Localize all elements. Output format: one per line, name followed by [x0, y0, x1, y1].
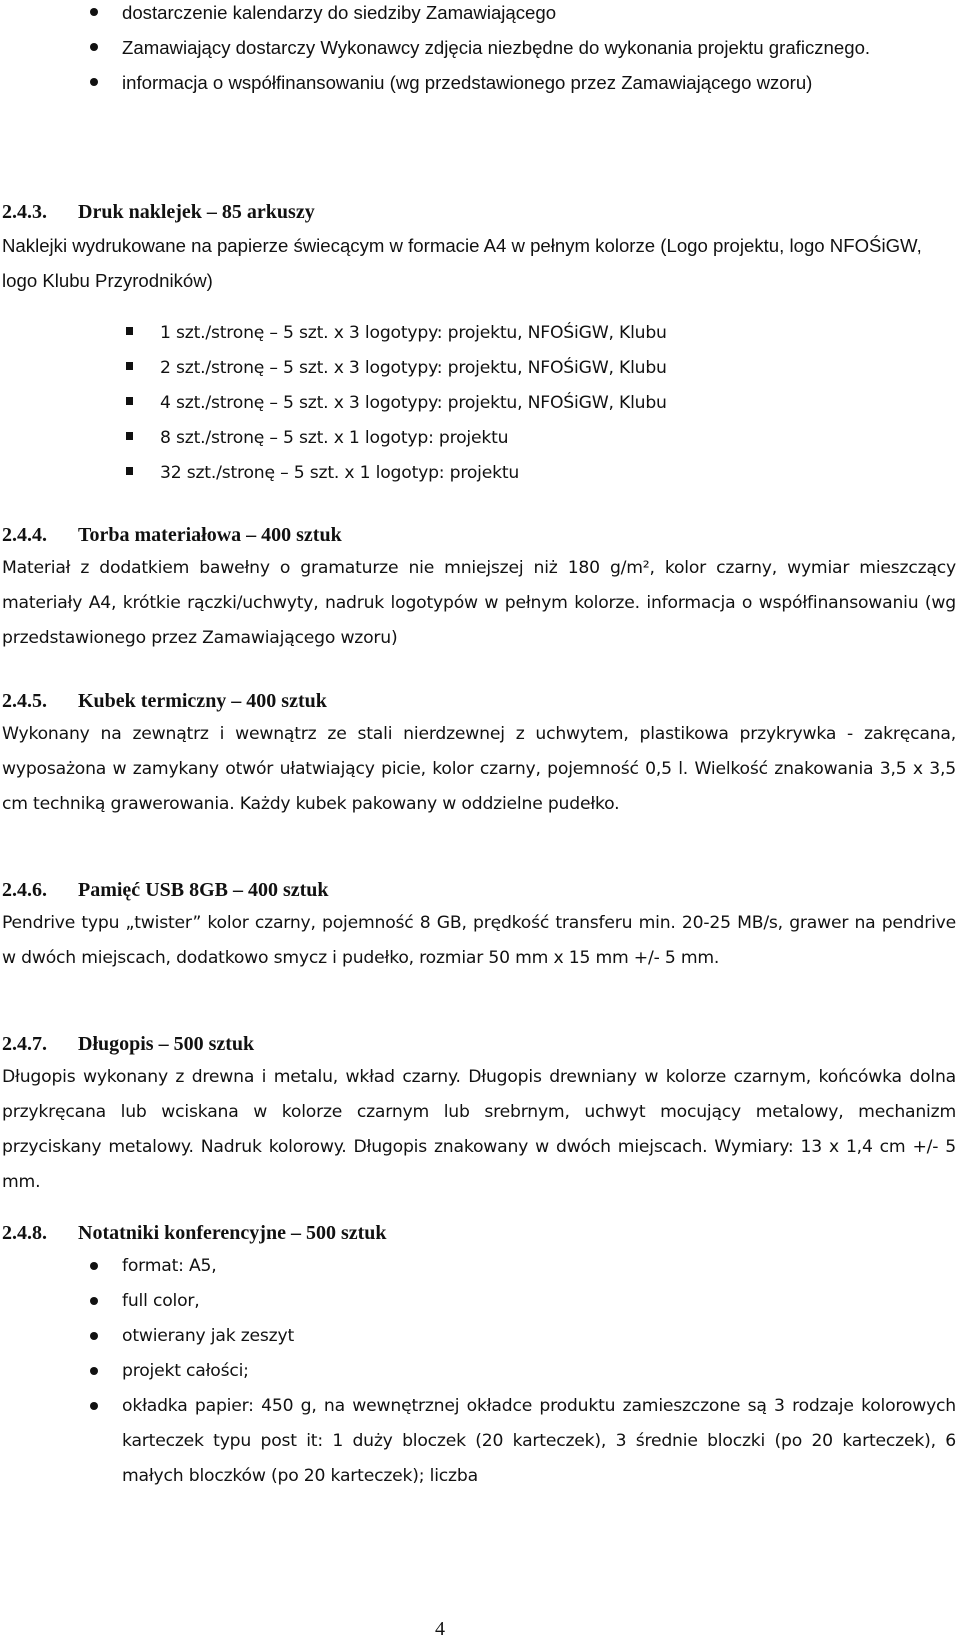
- section-number: 2.4.8.: [2, 1222, 47, 1244]
- section-title: Torba materiałowa – 400 sztuk: [78, 524, 342, 546]
- list-item: dostarczenie kalendarzy do siedziby Zamawiającego: [2, 0, 956, 30]
- list-item: format: A5,: [2, 1249, 956, 1284]
- list-item: 32 szt./stronę – 5 szt. x 1 logotyp: projektu: [2, 456, 956, 491]
- section-paragraph: Materiał z dodatkiem bawełny o gramaturze nie mniejszej niż 180 g/m², kolor czarny, wymiar mieszczący materiały A4, krótkie rączki/uchwyty, nadruk logotypów w pełnym kolorze. informacja o współfinansowaniu (wg przedstawionego przez Zamawiającego wzoru): [2, 558, 956, 648]
- section-heading-2-4-7: [2, 1027, 956, 1062]
- section-paragraph: Wykonany na zewnątrz i wewnątrz ze stali nierdzewnej z uchwytem, plastikowa przykrywka - zakręcana, wyposażona w zamykany otwór ułatwiający picie, kolor czarny, pojemność 0,5 l. Wielkość znakowania 3,5 x 3,5 cm techniką grawerowania. Każdy kubek pakowany w oddzielne pudełko.: [2, 724, 956, 814]
- section-heading-2-4-6: [2, 873, 956, 908]
- section-number: 2.4.7.: [2, 1033, 47, 1055]
- list-item: otwierany jak zeszyt: [2, 1319, 956, 1354]
- list-item: informacja o współfinansowaniu (wg przedstawionego przez Zamawiającego wzoru): [2, 65, 956, 100]
- section-number: 2.4.4.: [2, 524, 47, 546]
- list-item: projekt całości;: [2, 1354, 956, 1389]
- list-item: 8 szt./stronę – 5 szt. x 1 logotyp: projektu: [2, 421, 956, 456]
- section-title: Długopis – 500 sztuk: [78, 1033, 255, 1055]
- section-heading-2-4-5: [2, 684, 956, 719]
- section-number: 2.4.6.: [2, 879, 47, 901]
- section-title: Kubek termiczny – 400 sztuk: [78, 690, 327, 712]
- notebook-spec-list: [2, 1249, 956, 1494]
- list-item: 1 szt./stronę – 5 szt. x 3 logotypy: projektu, NFOŚiGW, Klubu: [2, 316, 956, 351]
- section-number: 2.4.3.: [2, 201, 47, 223]
- section-number: 2.4.5.: [2, 690, 47, 712]
- page-number: 4: [435, 1618, 445, 1640]
- list-item: 4 szt./stronę – 5 szt. x 3 logotypy: projektu, NFOŚiGW, Klubu: [2, 386, 956, 421]
- sticker-list: [2, 316, 956, 491]
- list-item: full color,: [2, 1284, 956, 1319]
- section-title: Druk naklejek – 85 arkuszy: [78, 201, 315, 223]
- section-paragraph: Pendrive typu „twister” kolor czarny, pojemność 8 GB, prędkość transferu min. 20-25 MB/s, grawer na pendrive w dwóch miejscach, dodatkowo smycz i pudełko, rozmiar 50 mm x 15 mm +/- 5 mm.: [2, 913, 956, 968]
- section-heading-2-4-8: [2, 1216, 956, 1251]
- section-paragraph: Długopis wykonany z drewna i metalu, wkład czarny. Długopis drewniany w kolorze czarnym, końcówka dolna przykręcana lub wciskana w kolorze czarnym lub srebrnym, uchwyt mocujący metalowy, mechanizm przyciskany metalowy. Nadruk kolorowy. Długopis znakowany w dwóch miejscach. Wymiary: 13 x 1,4 cm +/- 5 mm.: [2, 1067, 956, 1192]
- section-title: Pamięć USB 8GB – 400 sztuk: [78, 879, 329, 901]
- section-heading-2-4-3: [2, 195, 956, 230]
- list-item: Zamawiający dostarczy Wykonawcy zdjęcia niezbędne do wykonania projektu graficznego.: [2, 30, 956, 65]
- section-title: Notatniki konferencyjne – 500 sztuk: [78, 1222, 387, 1244]
- section-heading-2-4-4: [2, 518, 956, 553]
- list-item: okładka papier: 450 g, na wewnętrznej okładce produktu zamieszczone są 3 rodzaje kolorowych karteczek typu post it: 1 duży bloczek (20 karteczek), 3 średnie bloczki (po 20 karteczek), 6 małych bloczków (po 20 karteczek); liczba: [2, 1389, 956, 1494]
- section-paragraph: Naklejki wydrukowane na papierze świecącym w formacie A4 w pełnym kolorze (Logo projektu, logo NFOŚiGW, logo Klubu Przyrodników): [2, 235, 922, 291]
- top-bullet-list: [2, 0, 956, 100]
- list-item: 2 szt./stronę – 5 szt. x 3 logotypy: projektu, NFOŚiGW, Klubu: [2, 351, 956, 386]
